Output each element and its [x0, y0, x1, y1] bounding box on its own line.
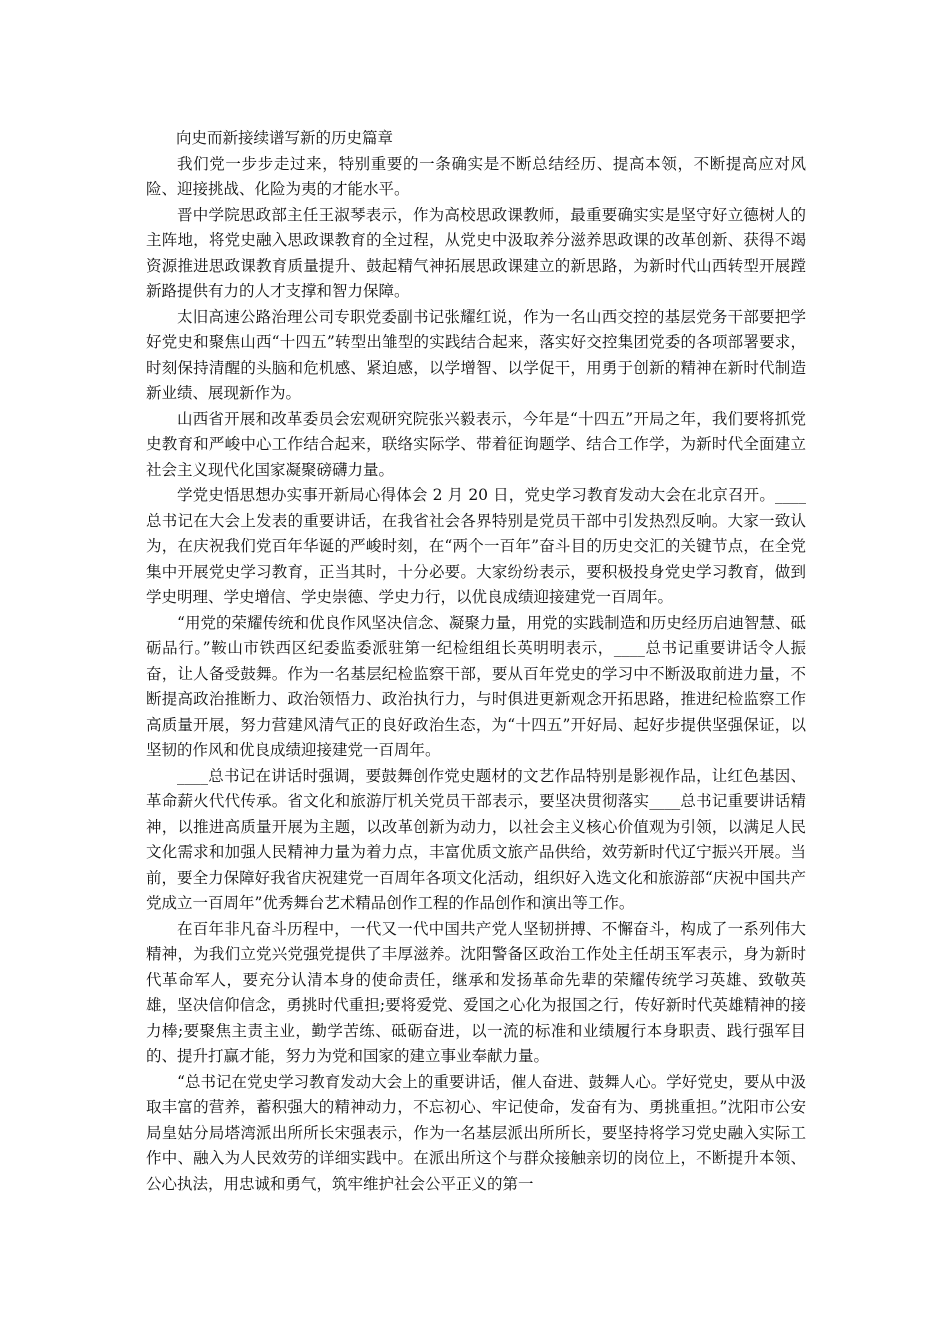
paragraph: “用党的荣耀传统和优良作风坚决信念、凝聚力量，用党的实践制造和历史经历启迪智慧、砥砺品行。”鞍山市铁西区纪委监委派驻第一纪检组组长英明明表示，____总书记重要讲话令人振奋，让人备受鼓舞。作为一名基层纪检监察干部，要从百年党史的学习中不断汲取前进力量，不断提高政治推断力、政治领悟力、政治执行力，与时俱进更新观念开拓思路，推进纪检监察工作高质量开展，努力营建风清气正的良好政治生态，为“十四五”开好局、起好步提供坚强保证，以坚韧的作风和优良成绩迎接建党一百周年。 — [146, 613, 806, 759]
document-page — [146, 126, 806, 1197]
paragraph: 晋中学院思政部主任王淑琴表示，作为高校思政课教师，最重要确实实是坚守好立德树人的主阵地，将党史融入思政课教育的全过程，从党史中汲取养分滋养思政课的改革创新、获得不竭资源推进思政课教育质量提升、鼓起精气神拓展思政课建立的新思路，为新时代山西转型开展蹚新路提供有力的人才支撑和智力保障。 — [146, 205, 806, 300]
document-title: 向史而新接续谱写新的历史篇章 — [176, 129, 394, 147]
paragraph: 我们党一步步走过来，特别重要的一条确实是不断总结经历、提高本领，不断提高应对风险、迎接挑战、化险为夷的才能水平。 — [146, 154, 806, 198]
paragraph: 学党史悟思想办实事开新局心得体会 2 月 20 日，党史学习教育发动大会在北京召开。____总书记在大会上发表的重要讲话，在我省社会各界特别是党员干部中引发热烈反响。大家一致认为，在庆祝我们党百年华诞的严峻时刻，在“两个一百年”奋斗目的历史交汇的关键节点，在全党集中开展党史学习教育，正当其时，十分必要。大家纷纷表示，要积极投身党史学习教育，做到学史明理、学史增信、学史崇德、学史力行，以优良成绩迎接建党一百周年。 — [146, 486, 806, 606]
paragraph: 太旧高速公路治理公司专职党委副书记张耀红说，作为一名山西交控的基层党务干部要把学好党史和聚焦山西“十四五”转型出雏型的实践结合起来，落实好交控集团党委的各项部署要求，时刻保持清醒的头脑和危机感、紧迫感，以学增智、以学促干，用勇于创新的精神在新时代制造新业绩、展现新作为。 — [146, 307, 806, 402]
paragraph: “总书记在党史学习教育发动大会上的重要讲话，催人奋进、鼓舞人心。学好党史，要从中汲取丰富的营养，蓄积强大的精神动力，不忘初心、牢记使命，发奋有为、勇挑重担。”沈阳市公安局皇姑分局塔湾派出所所长宋强表示，作为一名基层派出所所长，要坚持将学习党史融入实际工作中、融入为人民效劳的详细实践中。在派出所这个与群众接触亲切的岗位上，不断提升本领、公心执法，用忠诚和勇气，筑牢维护社会公平正义的第一 — [146, 1072, 806, 1193]
paragraph: 在百年非凡奋斗历程中，一代又一代中国共产党人坚韧拼搏、不懈奋斗，构成了一系列伟大精神，为我们立党兴党强党提供了丰厚滋养。沈阳警备区政治工作处主任胡玉军表示，身为新时代革命军人，要充分认清本身的使命责任，继承和发扬革命先辈的荣耀传统学习英雄、致敬英雄，坚决信仰信念，勇挑时代重担;要将爱党、爱国之心化为报国之行，传好新时代英雄精神的接力棒;要聚焦主责主业，勤学苦练、砥砺奋进，以一流的标准和业绩履行本身职责、践行强军目的、提升打赢才能，努力为党和国家的建立事业奉献力量。 — [146, 919, 806, 1065]
paragraph: 山西省开展和改革委员会宏观研究院张兴毅表示，今年是“十四五”开局之年，我们要将抓党史教育和严峻中心工作结合起来，联络实际学、带着征询题学、结合工作学，为新时代全面建立社会主义现代化国家凝聚磅礴力量。 — [146, 409, 806, 479]
paragraph: ____总书记在讲话时强调，要鼓舞创作党史题材的文艺作品特别是影视作品，让红色基因、革命薪火代代传承。省文化和旅游厅机关党员干部表示，要坚决贯彻落实____总书记重要讲话精神，以推进高质量开展为主题，以改革创新为动力，以社会主义核心价值观为引领，以满足人民文化需求和加强人民精神力量为着力点，丰富优质文旅产品供给，效劳新时代辽宁振兴开展。当前，要全力保障好我省庆祝建党一百周年各项文化活动，组织好入选文化和旅游部“庆祝中国共产党成立一百周年”优秀舞台艺术精品创作工程的作品创作和演出等工作。 — [146, 766, 806, 912]
